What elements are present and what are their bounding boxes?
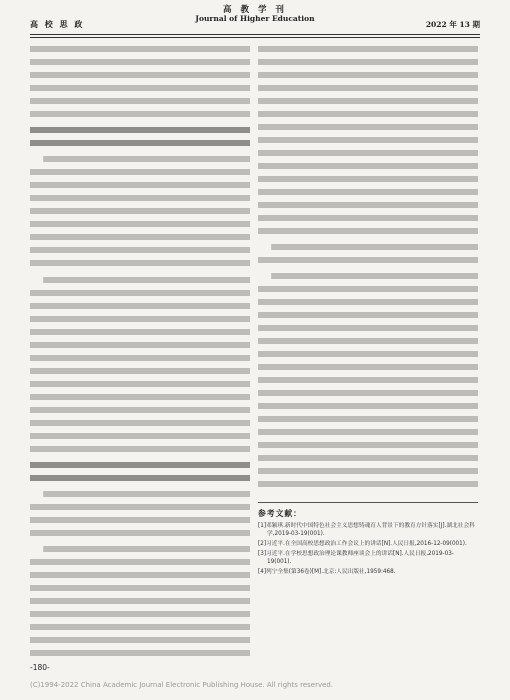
body-text-block — [30, 543, 250, 660]
references-rule — [258, 502, 478, 503]
reference-item: [3]习近平.在学校思想政治理论课教师座谈会上的讲话[N].人民日报,2019-03-19(001). — [258, 550, 454, 566]
body-text-block — [30, 153, 250, 271]
body-text-block — [30, 488, 250, 540]
body-text-block — [30, 274, 250, 456]
section-heading — [30, 459, 250, 485]
masthead — [30, 6, 480, 34]
reference-item: [1]邓颖琪.新时代中国特色社会主义思想铸魂育人背景下的教育方针落实[J].湖北社会科学,2019-03-19(001). — [258, 523, 475, 538]
copyright-notice: (C)1994-2022 China Academic Journal Electronic Publishing House. All rights reserved. — [30, 681, 334, 689]
body-text-block — [258, 270, 478, 491]
masthead-center — [30, 6, 480, 24]
reference-item: [4]列宁全集(第36卷)[M].北京:人民出版社,1959:468. — [258, 568, 396, 575]
body-text-block — [258, 241, 478, 267]
section-label: 高 校 思 政 — [30, 19, 85, 29]
body-text-block — [30, 43, 250, 121]
references — [258, 502, 478, 578]
body-text-block — [258, 43, 478, 238]
left-column — [30, 43, 250, 660]
issue-label: 2022 年 13 期 — [425, 20, 480, 29]
section-heading — [30, 124, 250, 150]
header-rule-thin — [30, 37, 480, 38]
right-column — [258, 43, 478, 491]
journal-title-en: Journal of Higher Education — [195, 14, 315, 24]
journal-title-cn: 高 教 学 刊 — [223, 5, 287, 15]
header-rule-thick — [30, 34, 480, 35]
page-number: -180- — [30, 663, 50, 672]
reference-item: [2]习近平.在全国高校思想政治工作会议上的讲话[N].人民日报,2016-12-09(001). — [258, 541, 467, 548]
references-heading: 参考文献： — [258, 509, 302, 518]
